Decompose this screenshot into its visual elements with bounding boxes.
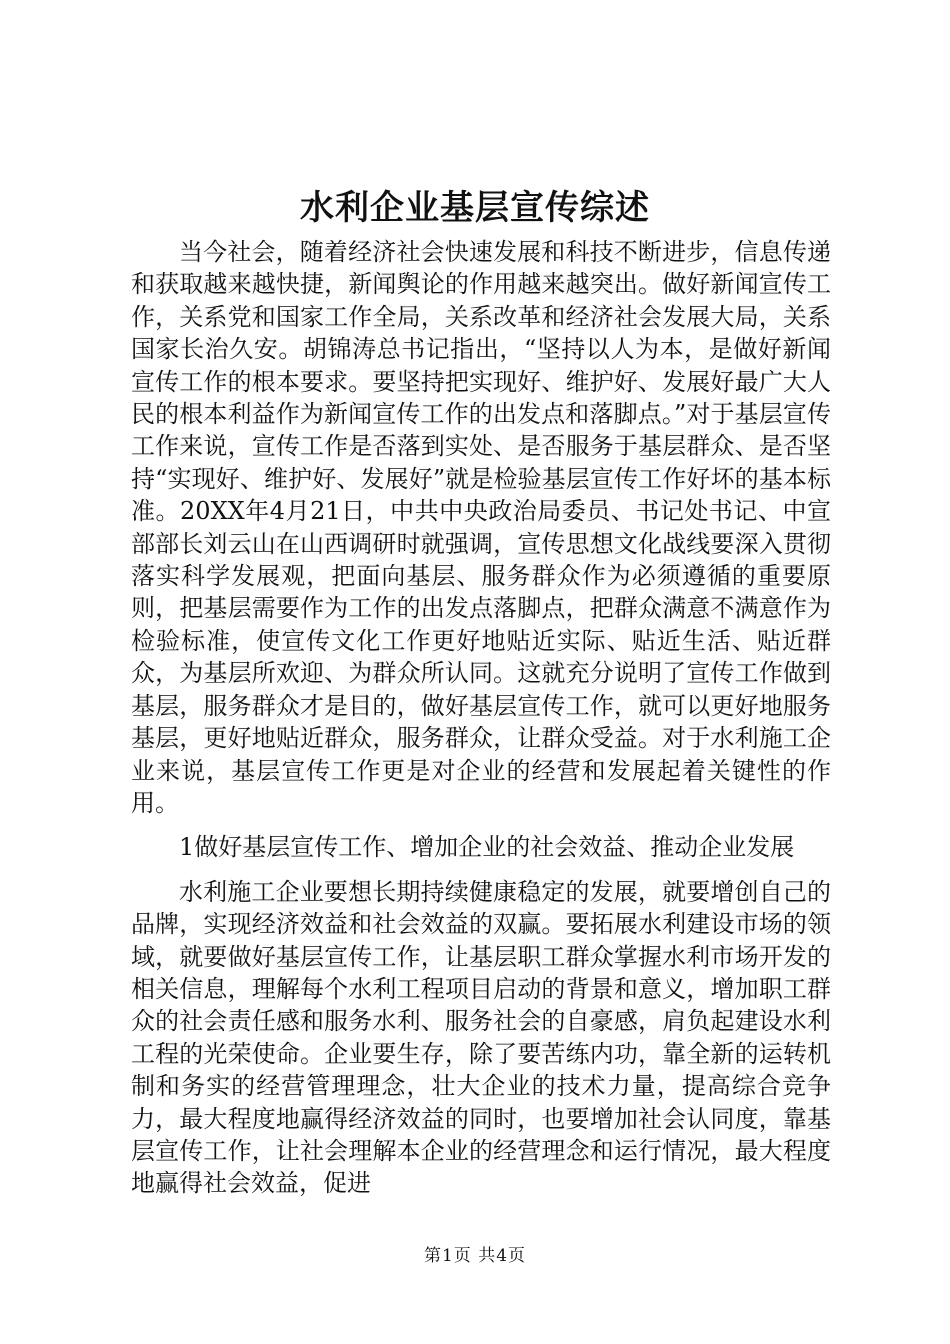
section-heading: 1做好基层宣传工作、增加企业的社会效益、推动企业发展 [179,833,795,862]
document-title: 水利企业基层宣传综述 [300,188,650,228]
page-number-footer: 第1页 共4页 [423,1246,527,1266]
section-paragraph: 水利施工企业要想长期持续健康稳定的发展，就要增创自己的品牌，实现经济效益和社会效益的双赢。要拓展水利建设市场的领域，就要做好基层宣传工作，让基层职工群众掌握水利市场开发的相关信息，理解每个水利工程项目启动的背景和意义，增加职工群众的社会责任感和服务水利、服务社会的自豪感，肩负起建设水利工程的光荣使命。企业要生存，除了要苦练内功，靠全新的运转机制和务实的经营管理理念，壮大企业的技术力量，提高综合竞争力，最大程度地赢得经济效益的同时，也要增加社会认同度，靠基层宣传工作，让社会理解本企业的经营理念和运行情况，最大程度地赢得社会效益，促进 [131,877,831,1198]
document-body [131,236,831,1200]
intro-paragraph: 当今社会，随着经济社会快速发展和科技不断进步，信息传递和获取越来越快捷，新闻舆论的作用越来越突出。做好新闻宣传工作，关系党和国家工作全局，关系改革和经济社会发展大局，关系国家长治久安。胡锦涛总书记指出，“坚持以人为本，是做好新闻宣传工作的根本要求。要坚持把实现好、维护好、发展好最广大人民的根本利益作为新闻宣传工作的出发点和落脚点。”对于基层宣传工作来说，宣传工作是否落到实处、是否服务于基层群众、是否坚持“实现好、维护好、发展好”就是检验基层宣传工作好坏的基本标准。20XX年4月21日，中共中央政治局委员、书记处书记、中宣部部长刘云山在山西调研时就强调，宣传思想文化战线要深入贯彻落实科学发展观，把面向基层、服务群众作为必须遵循的重要原则，把基层需要作为工作的出发点落脚点，把群众满意不满意作为检验标准，使宣传文化工作更好地贴近实际、贴近生活、贴近群众，为基层所欢迎、为群众所认同。这就充分说明了宣传工作做到基层，服务群众才是目的，做好基层宣传工作，就可以更好地服务基层，更好地贴近群众，服务群众，让群众受益。对于水利施工企业来说，基层宣传工作更是对企业的经营和发展起着关键性的作用。 [131,238,831,817]
